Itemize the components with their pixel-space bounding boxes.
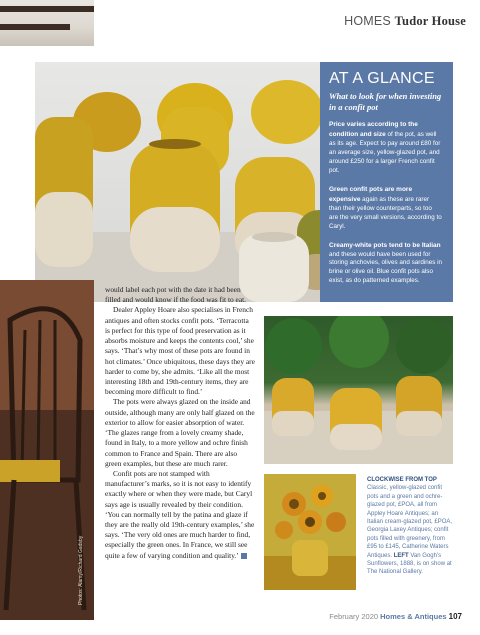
sunflowers-illustration bbox=[264, 474, 356, 590]
image-caption bbox=[367, 476, 455, 577]
caption-left-heading: LEFT bbox=[393, 552, 409, 559]
glance-subheading: What to look for when investing in a confit pot bbox=[329, 91, 442, 112]
page-number: 107 bbox=[448, 612, 462, 621]
body-paragraph: Dealer Appley Hoare also specialises in French antiques and often stocks confit pots. ‘Terracotta is perfect for this type of food preservation as it absorbs moisture and keeps the contents cool,’ she says. ‘That’s why most of these pots are found in hot climates.’ Once ubiquitous, these days they are harder to come by, she admits. ‘Like all the most interesting 18th and 19th-century items, they are becoming more difficult to find.’ bbox=[105, 305, 255, 397]
glance-item-green: Green confit pots are more expensive again as these are rarer than their yellow counterparts, so too are the very small versions, according to Caryl. bbox=[329, 185, 442, 230]
greenery-pots-illustration bbox=[264, 316, 453, 464]
page-footer bbox=[329, 612, 462, 621]
beam-2 bbox=[0, 24, 70, 30]
caption-left-text: Van Gogh’s Sunflowers, 1888, is on show at The National Gallery. bbox=[367, 552, 452, 576]
body-paragraph: The pots were always glazed on the inside and outside, although many are only half glazed on the exterior to allow for easier absorption of water. ‘The glazes range from a lovely creamy shade, found in Italy, to a more yellow and ochre finish common to France and Spain. There are also green examples, but these are much rarer. bbox=[105, 397, 255, 468]
running-header bbox=[344, 14, 466, 29]
caption-text: Classic, yellow-glazed confit pots and a green and ochre-glazed pot, £POA, all from Appley Hoare Antiques; an Italian cream-glazed pot, £POA, Georgia Laxey Antiques; confit pots filled with greenery, from £95 to £145, Catherine Waters Antiques. bbox=[367, 485, 453, 559]
article-body bbox=[105, 285, 255, 561]
footer-magazine: Homes & Antiques bbox=[380, 612, 447, 621]
end-mark-icon bbox=[241, 553, 247, 559]
photo-credit: Photos: Alamy/Richard Gadsby bbox=[78, 535, 84, 605]
body-paragraph: would label each pot with the date it had been filled and would know if the food was fit to eat. bbox=[105, 285, 247, 305]
caption-heading: CLOCKWISE FROM TOP bbox=[367, 477, 437, 483]
glance-item-cream: Creamy-white pots tend to be Italian and these would have been used for storing anchovies, olives and sardines in brine or olive oil. Blue confit pots also exist, as do patterned examples. bbox=[329, 241, 443, 285]
at-a-glance-panel bbox=[320, 62, 453, 302]
glance-heading: AT A GLANCE bbox=[329, 70, 435, 87]
header-section: HOMES bbox=[344, 14, 391, 28]
header-title: Tudor House bbox=[394, 14, 466, 28]
sunflowers-painting bbox=[264, 474, 356, 590]
footer-issue: February 2020 bbox=[329, 612, 379, 621]
pots-with-greenery-photo bbox=[264, 316, 453, 464]
beam-1 bbox=[0, 6, 94, 12]
glance-item-price: Price varies according to the condition and size of the pot, as well as its age. Expect to pay around £80 for an average size, yellow-glazed pot, and around £250 for a larger French confit pot. bbox=[329, 121, 441, 174]
body-paragraph: Confit pots are not stamped with manufacturer’s marks, so it is not easy to identify exactly where or when they were made, but Caryl says age is usually revealed by their condition. ‘You can normally tell by the patina and glaze if they are the really old 19th-century examples,’ she says. ‘The very old ones are much harder to find, especially the green ones. In France, we still see quite a few of varying condition and quality.’ bbox=[105, 468, 255, 560]
